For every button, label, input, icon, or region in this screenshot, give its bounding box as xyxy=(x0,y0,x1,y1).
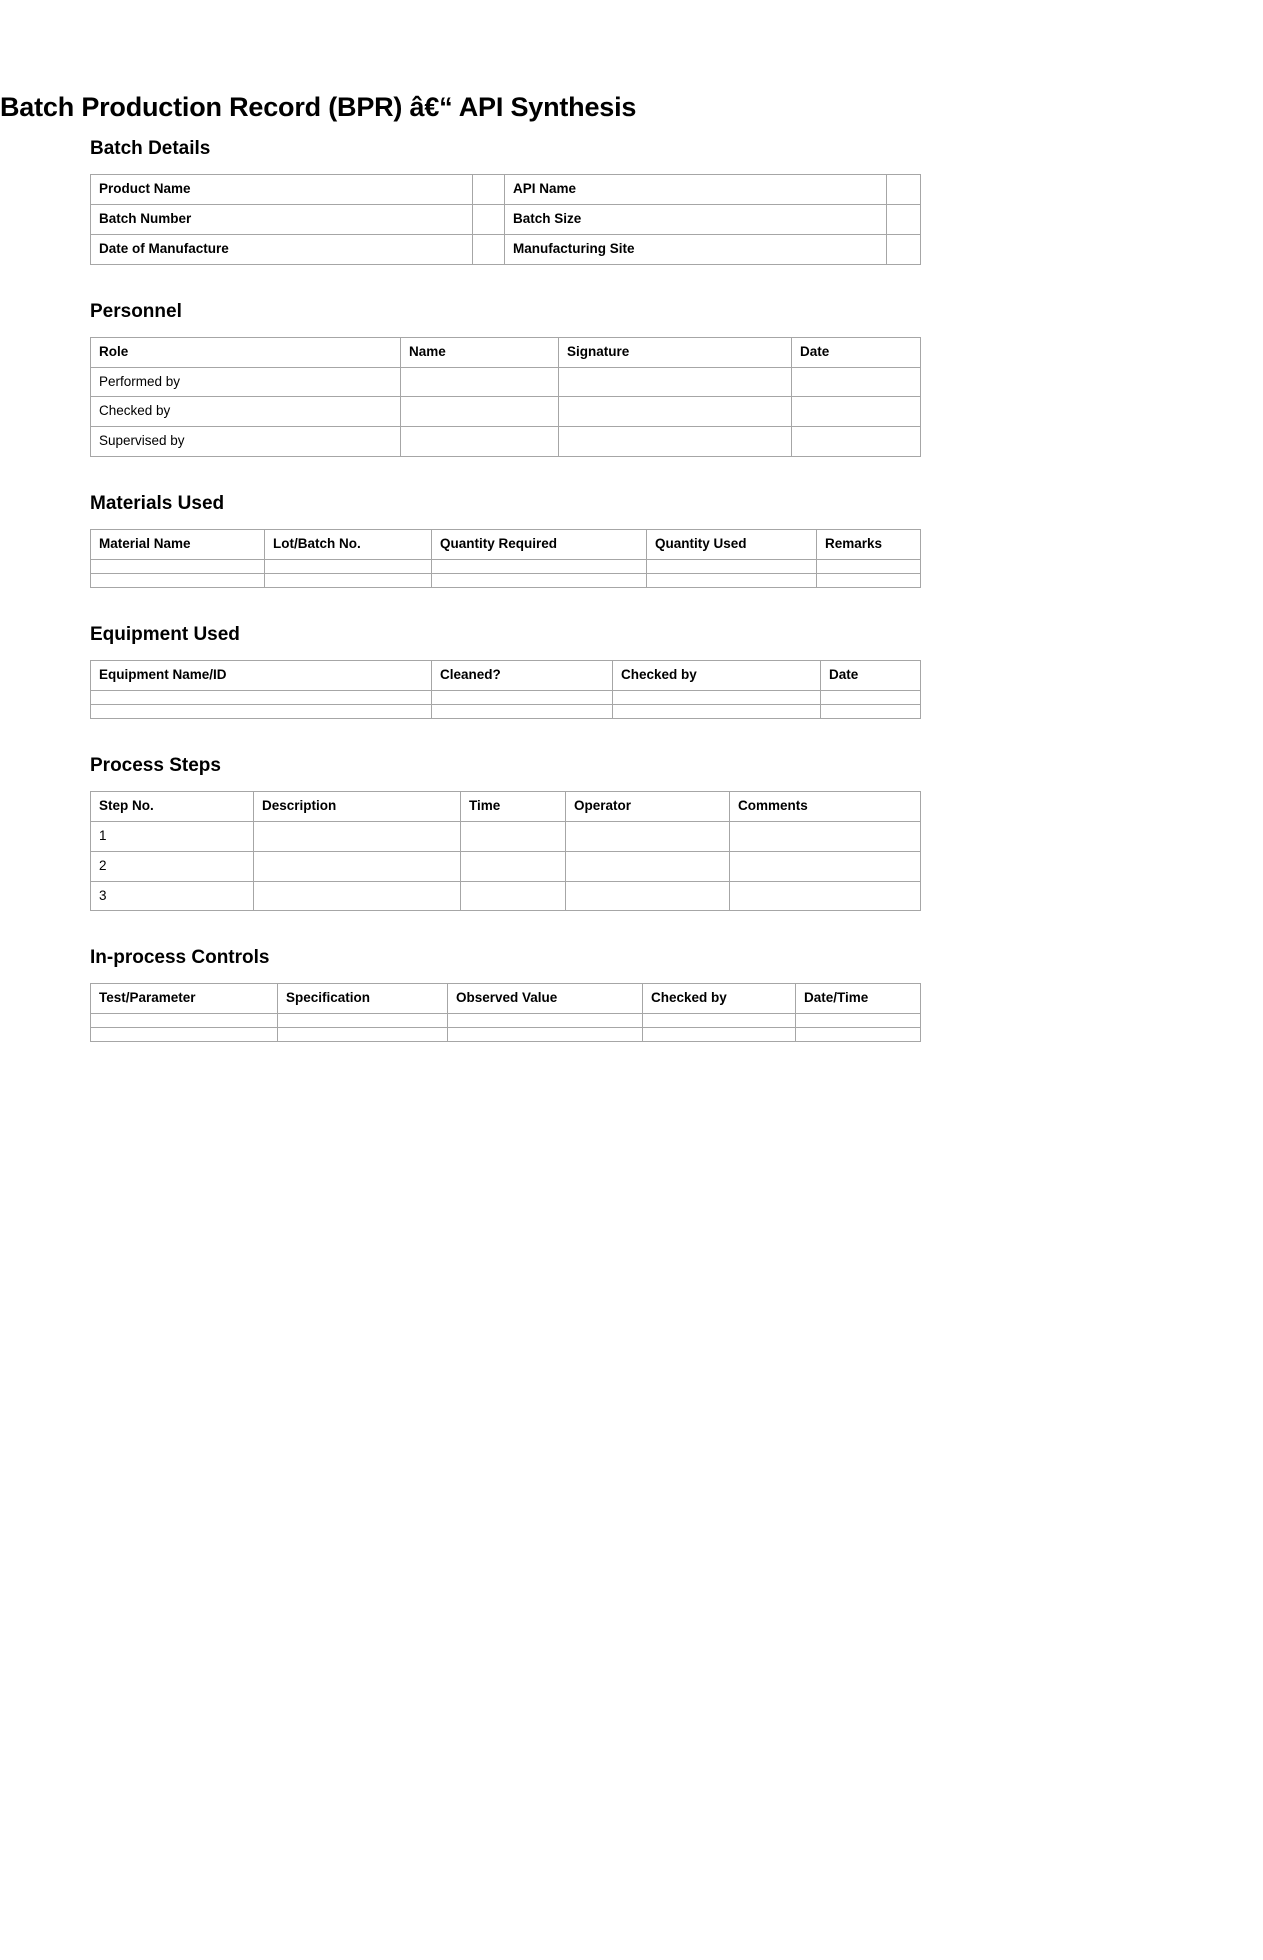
in-process-controls-table xyxy=(90,983,921,1042)
personnel-role: Supervised by xyxy=(91,427,401,457)
step-no: 3 xyxy=(91,881,254,911)
personnel-signature[interactable] xyxy=(559,397,792,427)
column-header: Checked by xyxy=(643,984,796,1014)
table-row xyxy=(91,367,921,397)
table-row xyxy=(91,574,921,588)
section-equipment-used xyxy=(90,624,920,719)
material-name[interactable] xyxy=(91,560,265,574)
step-no: 2 xyxy=(91,851,254,881)
section-materials-used xyxy=(90,493,920,588)
ipc-specification[interactable] xyxy=(278,1028,448,1042)
batch-details-label: Manufacturing Site xyxy=(505,234,887,264)
step-comments[interactable] xyxy=(730,881,921,911)
column-header: Comments xyxy=(730,791,921,821)
ipc-checked-by[interactable] xyxy=(643,1028,796,1042)
batch-details-label: API Name xyxy=(505,175,887,205)
ipc-observed-value[interactable] xyxy=(448,1014,643,1028)
column-header: Signature xyxy=(559,337,792,367)
table-row xyxy=(91,881,921,911)
section-heading-batch-details: Batch Details xyxy=(90,138,211,159)
table-header-row xyxy=(91,791,921,821)
table-header-row xyxy=(91,530,921,560)
batch-details-value[interactable] xyxy=(473,175,505,205)
step-operator[interactable] xyxy=(566,881,730,911)
section-heading-process-steps: Process Steps xyxy=(90,754,221,776)
section-process-steps xyxy=(90,755,920,912)
section-in-process-controls xyxy=(90,947,920,1042)
column-header: Observed Value xyxy=(448,984,643,1014)
equipment-checked-by[interactable] xyxy=(613,704,821,718)
page-title: Batch Production Record (BPR) â€“ API Synthesis xyxy=(0,92,637,122)
table-row xyxy=(91,821,921,851)
section-heading-materials-used: Materials Used xyxy=(90,493,225,515)
ipc-date-time[interactable] xyxy=(796,1014,921,1028)
section-heading-personnel: Personnel xyxy=(90,300,182,322)
batch-details-value[interactable] xyxy=(887,204,921,234)
ipc-checked-by[interactable] xyxy=(643,1014,796,1028)
column-header: Cleaned? xyxy=(432,661,613,691)
column-header: Step No. xyxy=(91,791,254,821)
batch-details-value[interactable] xyxy=(887,175,921,205)
section-spacer xyxy=(90,588,920,624)
equipment-cleaned[interactable] xyxy=(432,704,613,718)
column-header: Checked by xyxy=(613,661,821,691)
section-spacer xyxy=(90,911,920,947)
batch-details-label: Product Name xyxy=(91,175,473,205)
table-header-row xyxy=(91,984,921,1014)
equipment-used-table xyxy=(90,660,921,719)
column-header: Date xyxy=(821,661,921,691)
step-comments[interactable] xyxy=(730,851,921,881)
column-header: Equipment Name/ID xyxy=(91,661,432,691)
material-name[interactable] xyxy=(91,574,265,588)
equipment-date[interactable] xyxy=(821,690,921,704)
section-spacer xyxy=(90,719,920,755)
material-lot-no[interactable] xyxy=(265,574,432,588)
personnel-date[interactable] xyxy=(792,397,921,427)
equipment-name[interactable] xyxy=(91,690,432,704)
column-header: Remarks xyxy=(817,530,921,560)
step-time[interactable] xyxy=(461,851,566,881)
section-personnel xyxy=(90,301,920,458)
material-remarks[interactable] xyxy=(817,560,921,574)
equipment-date[interactable] xyxy=(821,704,921,718)
step-operator[interactable] xyxy=(566,821,730,851)
document-body xyxy=(90,138,920,1152)
step-description[interactable] xyxy=(254,881,461,911)
table-row xyxy=(91,427,921,457)
column-header: Specification xyxy=(278,984,448,1014)
equipment-name[interactable] xyxy=(91,704,432,718)
equipment-checked-by[interactable] xyxy=(613,690,821,704)
section-spacer xyxy=(90,457,920,493)
table-row xyxy=(91,851,921,881)
equipment-cleaned[interactable] xyxy=(432,690,613,704)
ipc-specification[interactable] xyxy=(278,1014,448,1028)
column-header: Quantity Required xyxy=(432,530,647,560)
personnel-signature[interactable] xyxy=(559,427,792,457)
step-time[interactable] xyxy=(461,821,566,851)
material-remarks[interactable] xyxy=(817,574,921,588)
table-row xyxy=(91,690,921,704)
table-row xyxy=(91,234,921,264)
column-header: Lot/Batch No. xyxy=(265,530,432,560)
step-no: 1 xyxy=(91,821,254,851)
ipc-test[interactable] xyxy=(91,1014,278,1028)
section-spacer xyxy=(90,265,920,301)
batch-details-value[interactable] xyxy=(887,234,921,264)
material-qty-required[interactable] xyxy=(432,574,647,588)
column-header: Role xyxy=(91,337,401,367)
batch-details-label: Date of Manufacture xyxy=(91,234,473,264)
process-steps-table xyxy=(90,791,921,912)
table-row xyxy=(91,175,921,205)
page-bottom-whitespace xyxy=(0,1045,1263,1960)
table-row xyxy=(91,704,921,718)
ipc-test[interactable] xyxy=(91,1028,278,1042)
personnel-table xyxy=(90,337,921,458)
personnel-role: Checked by xyxy=(91,397,401,427)
batch-details-label: Batch Size xyxy=(505,204,887,234)
material-qty-used[interactable] xyxy=(647,574,817,588)
section-heading-in-process-controls: In-process Controls xyxy=(90,947,270,969)
table-row xyxy=(91,204,921,234)
batch-details-label: Batch Number xyxy=(91,204,473,234)
column-header: Test/Parameter xyxy=(91,984,278,1014)
personnel-signature[interactable] xyxy=(559,367,792,397)
column-header: Time xyxy=(461,791,566,821)
column-header: Date xyxy=(792,337,921,367)
table-row xyxy=(91,560,921,574)
material-qty-required[interactable] xyxy=(432,560,647,574)
step-operator[interactable] xyxy=(566,851,730,881)
step-comments[interactable] xyxy=(730,821,921,851)
ipc-date-time[interactable] xyxy=(796,1028,921,1042)
materials-used-table xyxy=(90,529,921,588)
batch-details-table xyxy=(90,174,921,265)
batch-details-value[interactable] xyxy=(473,234,505,264)
section-batch-details xyxy=(90,138,920,265)
personnel-date[interactable] xyxy=(792,367,921,397)
table-row xyxy=(91,1028,921,1042)
column-header: Operator xyxy=(566,791,730,821)
personnel-name[interactable] xyxy=(401,427,559,457)
personnel-role: Performed by xyxy=(91,367,401,397)
personnel-date[interactable] xyxy=(792,427,921,457)
column-header: Quantity Used xyxy=(647,530,817,560)
column-header: Material Name xyxy=(91,530,265,560)
column-header: Name xyxy=(401,337,559,367)
table-header-row xyxy=(91,661,921,691)
personnel-name[interactable] xyxy=(401,367,559,397)
step-time[interactable] xyxy=(461,881,566,911)
batch-details-value[interactable] xyxy=(473,204,505,234)
ipc-observed-value[interactable] xyxy=(448,1028,643,1042)
table-row xyxy=(91,1014,921,1028)
step-description[interactable] xyxy=(254,821,461,851)
step-description[interactable] xyxy=(254,851,461,881)
section-heading-equipment-used: Equipment Used xyxy=(90,624,240,645)
column-header: Description xyxy=(254,791,461,821)
column-header: Date/Time xyxy=(796,984,921,1014)
material-qty-used[interactable] xyxy=(647,560,817,574)
material-lot-no[interactable] xyxy=(265,560,432,574)
table-row xyxy=(91,397,921,427)
table-header-row xyxy=(91,337,921,367)
personnel-name[interactable] xyxy=(401,397,559,427)
